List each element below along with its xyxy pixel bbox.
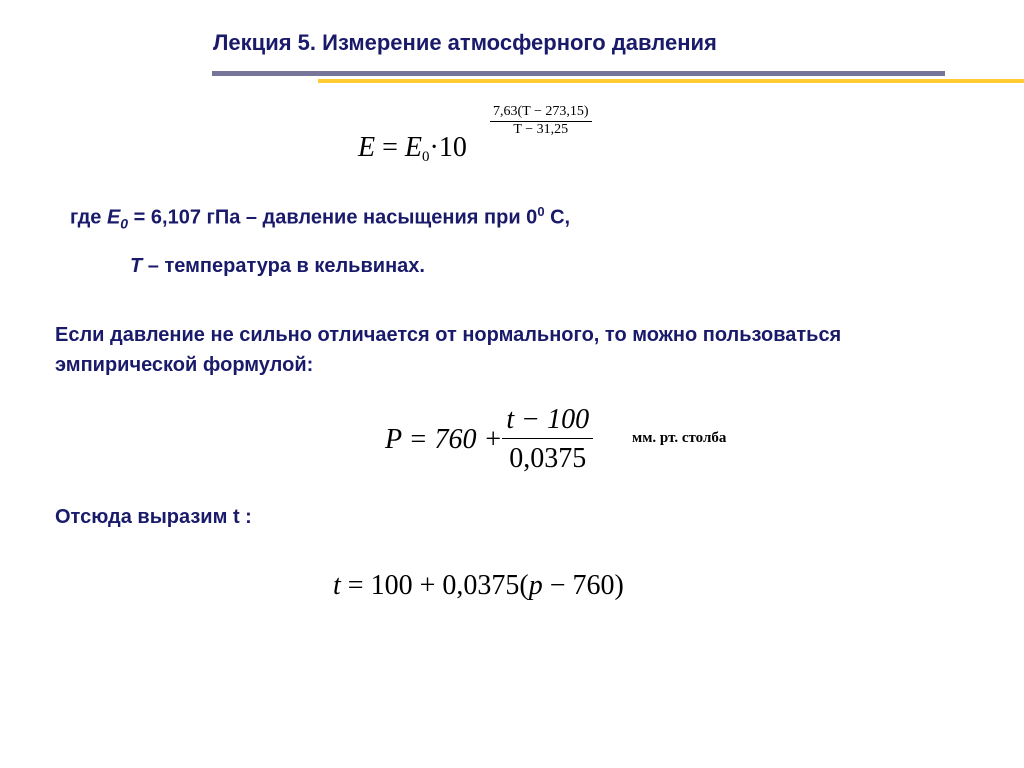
empirical-paragraph: Если давление не сильно отличается от нормального, то можно пользоваться эмпирической формулой: (55, 324, 842, 376)
formula1-eq: = (375, 132, 405, 163)
def2-var: T (130, 255, 143, 277)
temperature-formula (333, 570, 624, 602)
def1-sup: 0 (537, 204, 545, 219)
formula1-base (358, 132, 467, 166)
formula1-exp-denominator: T − 31,25 (513, 122, 569, 137)
def1-var: E (106, 206, 121, 229)
def1-prefix: где (70, 206, 107, 229)
title-underline-gold (318, 79, 1024, 83)
def1-sub: 0 (120, 215, 129, 232)
slide-title: Лекция 5. Измерение атмосферного давления (213, 30, 717, 55)
def1-end: С, (544, 206, 571, 229)
formula1-e0-sub: 0 (422, 149, 430, 165)
formula3-rest1: = 100 + 0,0375( (340, 570, 529, 601)
formula1-ten: ·10 (429, 132, 467, 163)
empirical-formula (385, 404, 593, 475)
def1-mid: = 6,107 гПа – давление насыщения при 0 (128, 206, 538, 229)
formula2-denominator: 0,0375 (509, 443, 587, 474)
formula3-rest2: − 760) (542, 570, 624, 601)
formula2-lhs: P = 760 + (385, 423, 503, 455)
formula1-exponent (490, 104, 592, 138)
formula2-numerator: t − 100 (502, 404, 593, 439)
definition-t (130, 255, 425, 278)
express-t-line: Отсюда выразим t : (55, 506, 252, 528)
formula1-lhs: E (358, 132, 376, 163)
formula3-t: t (333, 570, 341, 601)
formula1-exp-numerator: 7,63(T − 273,15) (490, 104, 592, 122)
formula1-e0: E (404, 132, 423, 163)
def2-rest: – температура в кельвинах. (142, 255, 425, 277)
title-underline-dark (212, 71, 945, 76)
definition-e0 (70, 204, 570, 232)
formula3-p: p (528, 570, 543, 601)
formula2-unit: мм. рт. столба (632, 430, 727, 446)
